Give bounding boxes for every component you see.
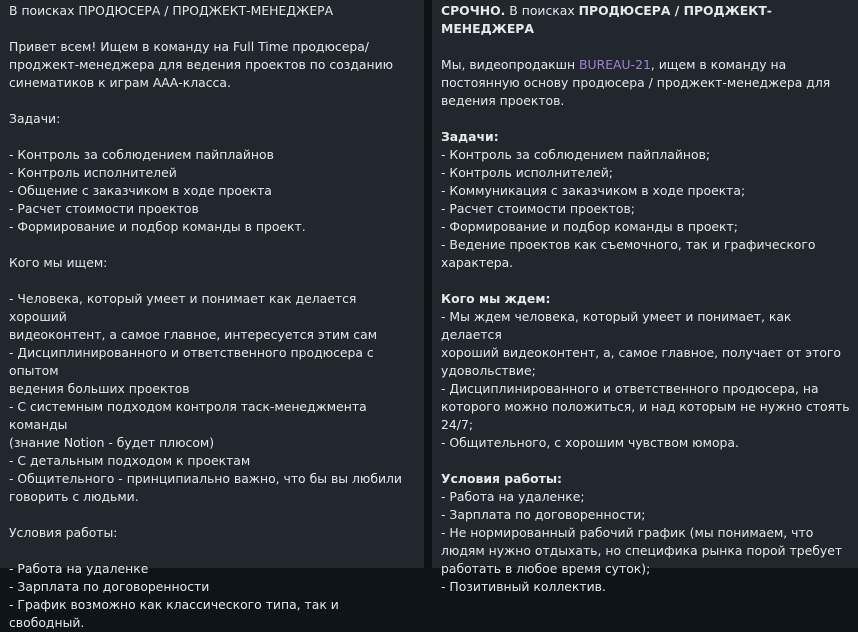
list-item: - Работа на удаленке [9,561,149,576]
conditions-heading: Условия работы: [441,471,563,486]
company-link[interactable]: BUREAU-21 [579,57,651,72]
list-item: - Дисциплинированного и ответственного продюсера с опытом [9,345,378,378]
intro-line: синематиков к играм ААА-класса. [9,75,231,90]
spacer [9,92,416,110]
list-item: - Мы ждем человека, который умеет и понимает, как делается [441,309,796,342]
list-item: которого можно положиться, и над которым не нужно стоять [441,399,850,414]
spacer [441,38,852,56]
list-item: говорить с людьми. [9,489,139,504]
list-item: - Формирование и подбор команды в проект. [9,219,306,234]
spacer [9,236,416,254]
title-text: В поисках [505,3,579,18]
post-title: В поисках ПРОДЮСЕРА / ПРОДЖЕКТ-МЕНЕДЖЕРА [9,3,334,18]
list-item: - Коммуникация с заказчиком в ходе проекта; [441,183,746,198]
list-item: - Расчет стоимости проектов; [441,201,635,216]
tasks-heading: Задачи: [441,129,499,144]
list-item: - Общительного - принципиально важно, что бы вы любили [9,471,402,486]
intro-line [441,56,852,74]
intro-text: Мы, видеопродакшн [441,57,580,72]
list-item: работать в любое время суток); [441,561,651,576]
post-title [441,2,852,38]
conditions-heading: Условия работы: [9,525,118,540]
spacer [9,128,416,146]
intro-line: ведения проектов. [441,93,565,108]
spacer [441,110,852,128]
list-item: - Дисциплинированного и ответственного продюсера, на [441,381,819,396]
list-item: - Ведение проектов как съемочного, так и графического [441,237,816,252]
spacer [441,272,852,290]
list-item: характера. [441,255,514,270]
list-item: видеоконтент, а самое главное, интересуется этим сам [9,327,378,342]
role-title: ПРОДЮСЕРА / ПРОДЖЕКТ-МЕНЕДЖЕРА [441,3,772,36]
tasks-heading: Задачи: [9,111,61,126]
list-item: хороший видеоконтент, а, самое главное, получает от этого [441,345,841,360]
list-item: - Зарплата по договоренности [9,579,210,594]
urgent-label: СРОЧНО. [441,3,506,18]
spacer [9,542,416,560]
list-item: - Общение с заказчиком в ходе проекта [9,183,272,198]
list-item: - Общительного, с хорошим чувством юмора. [441,435,739,450]
list-item: - Работа на удаленке; [441,489,585,504]
intro-line: проджект-менеджера для ведения проектов по созданию [9,57,394,72]
list-item: - Контроль за соблюдением пайплайнов; [441,147,711,162]
list-item: - Контроль исполнителей; [441,165,613,180]
list-item: ведения больших проектов [9,381,190,396]
list-item: - Зарплата по договоренности; [441,507,646,522]
list-item: - Расчет стоимости проектов [9,201,199,216]
list-item: - График возможно как классического типа, так и свободный. [9,597,343,630]
intro-text: , ищем в команду на [650,57,787,72]
spacer [441,452,852,470]
list-item: - Позитивный коллектив. [441,579,606,594]
list-item: людям нужно отдыхать, но специфика рынка порой требует [441,543,843,558]
list-item: - С детальным подходом к проектам [9,453,251,468]
spacer [9,20,416,38]
panel-divider [424,0,432,568]
intro-line: Привет всем! Ищем в команду на Full Time продюсера/ [9,39,369,54]
list-item: - Человека, который умеет и понимает как делается хороший [9,291,361,324]
who-heading: Кого мы ищем: [9,255,108,270]
left-job-post [0,0,424,630]
list-item: (знание Notion - будет плюсом) [9,435,215,450]
intro-line: постоянную основу продюсера / проджект-менеджера для [441,75,831,90]
list-item: удовольствие; [441,363,536,378]
spacer [9,272,416,290]
list-item: - Формирование и подбор команды в проект; [441,219,738,234]
list-item: 24/7; [441,417,473,432]
list-item: - Контроль исполнителей [9,165,177,180]
spacer [9,506,416,524]
list-item: - Не нормированный рабочий график (мы понимаем, что [441,525,814,540]
right-job-post [432,0,858,594]
list-item: - С системным подходом контроля таск-менеджмента команды [9,399,371,432]
list-item: - Контроль за соблюдением пайплайнов [9,147,274,162]
who-heading: Кого мы ждем: [441,291,551,306]
